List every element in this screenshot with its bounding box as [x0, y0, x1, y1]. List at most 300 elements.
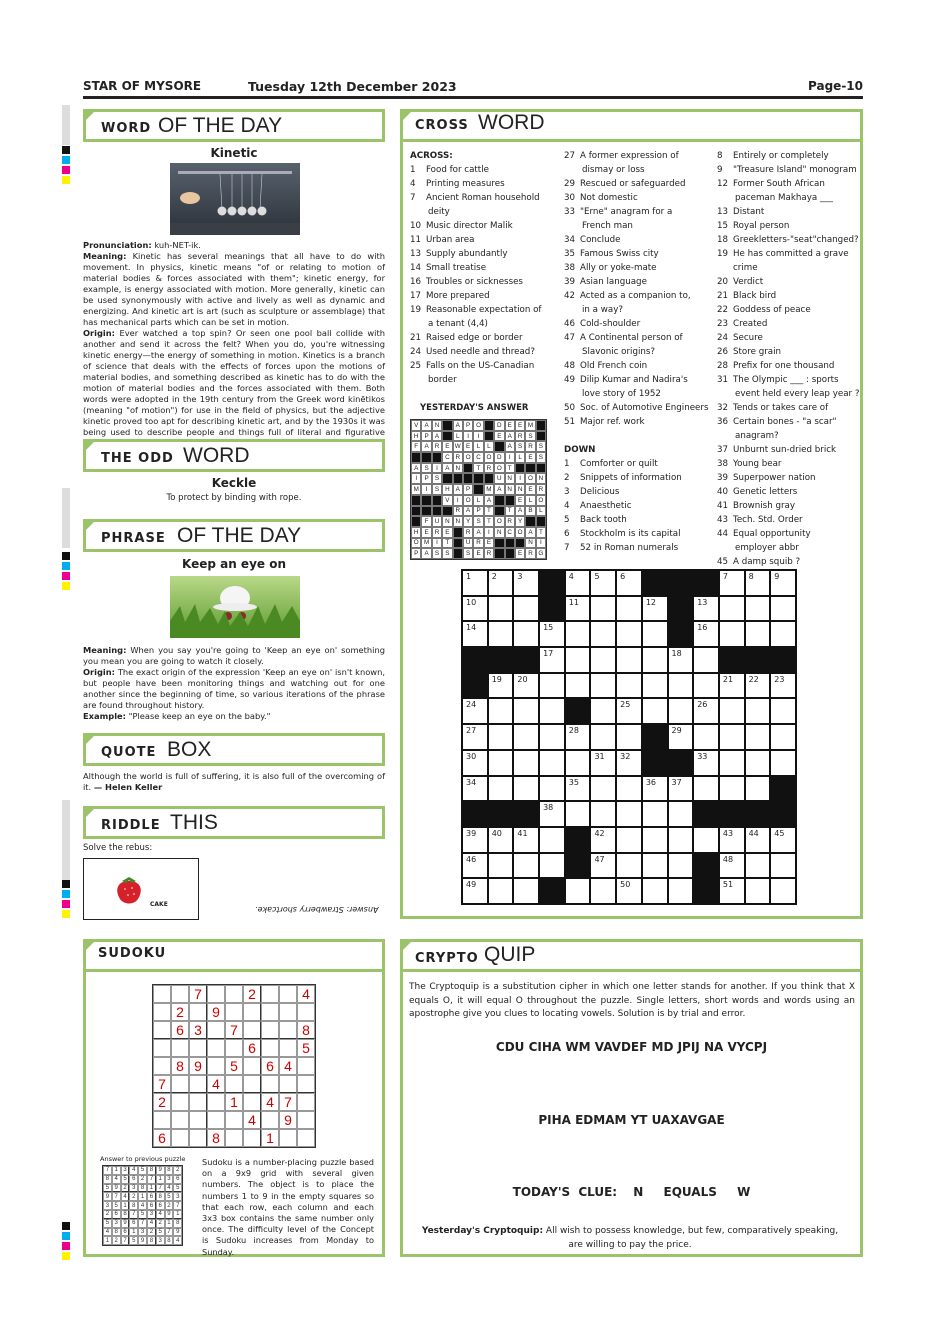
- down-clue: [564, 471, 714, 485]
- sudoku-cell[interactable]: 2: [171, 1003, 189, 1021]
- sudoku-cell[interactable]: [243, 1021, 261, 1039]
- crossword-cell[interactable]: [565, 878, 591, 904]
- crossword-cell[interactable]: [539, 647, 565, 673]
- sudoku-cell[interactable]: 4: [243, 1111, 261, 1129]
- crossword-cell[interactable]: [745, 878, 771, 904]
- crossword-cell[interactable]: [770, 673, 796, 699]
- origin-text: Ever watched a top spin? Or seen one pool ball collide with another and send it across the felt? When you do, you're witnessing kinetic energy—the energy of something in motion. Kinetics is a branch of science that deals with the effects of forces upon the motions of material bodies, and something described as kinetic has to do with the motion of material bodies and the forces associated with them. Both words were adopted in the 19th century from the Greek word kinētikos (meaning "of motion") for use in the field of physics, but the adjective kinetic proved too apt for describing kinetic art, and by the 1930s it was being used to describe people and things full of literal and figurative: [83, 328, 385, 437]
- sudoku-cell[interactable]: [189, 1129, 207, 1147]
- crossword-cell[interactable]: [770, 570, 796, 596]
- crossword-cell[interactable]: [693, 724, 719, 750]
- sudoku-cell[interactable]: [207, 985, 225, 1003]
- cell-number: 3: [517, 572, 523, 581]
- crossword-cell[interactable]: [513, 621, 539, 647]
- black-square: [745, 647, 771, 673]
- crossword-cell[interactable]: [693, 621, 719, 647]
- crossword-cell[interactable]: [539, 776, 565, 802]
- answer-letter: S: [442, 548, 452, 559]
- sudoku-cell[interactable]: [279, 1129, 297, 1147]
- sudoku-cell[interactable]: 6: [153, 1129, 171, 1147]
- sudoku-cell[interactable]: [243, 1075, 261, 1093]
- crossword-cell[interactable]: [668, 878, 694, 904]
- crossword-cell[interactable]: [745, 621, 771, 647]
- crossword-cell[interactable]: [719, 570, 745, 596]
- crossword-cell[interactable]: [539, 853, 565, 879]
- sudoku-cell[interactable]: 6: [261, 1057, 279, 1075]
- crossword-cell[interactable]: [565, 621, 591, 647]
- black-square: [536, 420, 546, 431]
- crossword-cell[interactable]: [745, 596, 771, 622]
- crossword-cell[interactable]: [539, 698, 565, 724]
- answer-letter: S: [515, 441, 525, 452]
- answer-letter: I: [484, 527, 494, 538]
- sudoku-cell[interactable]: 3: [189, 1021, 207, 1039]
- answer-cell: 2: [165, 1201, 174, 1210]
- answer-letter: M: [421, 538, 431, 549]
- crossword-cell[interactable]: [513, 750, 539, 776]
- answer-cell: 7: [112, 1192, 121, 1201]
- sudoku-cell[interactable]: [153, 1021, 171, 1039]
- clue-text: Goddess of peace: [733, 305, 811, 315]
- clue-text: Snippets of information: [580, 473, 682, 483]
- example-label: Example:: [83, 711, 126, 721]
- clue-number: 5: [564, 515, 570, 525]
- crossword-cell[interactable]: [513, 853, 539, 879]
- crossword-cell[interactable]: [616, 698, 642, 724]
- crossword-cell[interactable]: [668, 647, 694, 673]
- crossword-cell[interactable]: [616, 750, 642, 776]
- pronunciation: kuh-NET-ik.: [154, 240, 201, 250]
- answer-letter: L: [525, 495, 535, 506]
- sudoku-cell[interactable]: 4: [261, 1093, 279, 1111]
- crossword-cell[interactable]: [693, 698, 719, 724]
- crossword-cell[interactable]: [745, 570, 771, 596]
- crossword-cell[interactable]: [513, 596, 539, 622]
- crossword-cell[interactable]: [488, 570, 514, 596]
- crossword-cell[interactable]: [590, 776, 616, 802]
- sudoku-cell[interactable]: 5: [225, 1057, 243, 1075]
- sudoku-cell[interactable]: [171, 1111, 189, 1129]
- sudoku-cell[interactable]: [225, 985, 243, 1003]
- clue-number: 7: [410, 193, 416, 203]
- sudoku-grid[interactable]: [152, 984, 316, 1148]
- sudoku-cell[interactable]: [261, 985, 279, 1003]
- crossword-cell[interactable]: [616, 647, 642, 673]
- answer-letter: R: [473, 538, 483, 549]
- down-clue: [564, 541, 714, 555]
- crossword-cell[interactable]: [616, 673, 642, 699]
- sudoku-cell[interactable]: [297, 1093, 315, 1111]
- sudoku-cell[interactable]: [189, 1003, 207, 1021]
- sudoku-cell[interactable]: 6: [243, 1039, 261, 1057]
- crossword-cell[interactable]: [693, 647, 719, 673]
- black-square: [539, 596, 565, 622]
- sudoku-cell[interactable]: 9: [189, 1057, 207, 1075]
- answer-letter: E: [484, 538, 494, 549]
- cell-number: 44: [748, 828, 759, 838]
- sudoku-cell[interactable]: [297, 1111, 315, 1129]
- black-square: [494, 538, 504, 549]
- sudoku-cell[interactable]: [225, 1075, 243, 1093]
- crossword-cell[interactable]: [642, 878, 668, 904]
- crossword-cell[interactable]: [616, 570, 642, 596]
- crossword-cell[interactable]: [590, 801, 616, 827]
- crossword-cell[interactable]: [693, 596, 719, 622]
- crossword-cell[interactable]: [642, 827, 668, 853]
- answer-letter: E: [515, 420, 525, 431]
- sudoku-cell[interactable]: [297, 1075, 315, 1093]
- sudoku-cell[interactable]: [207, 1057, 225, 1075]
- sudoku-cell[interactable]: [171, 1039, 189, 1057]
- crossword-cell[interactable]: [770, 878, 796, 904]
- answer-letter: E: [525, 452, 535, 463]
- crossword-cell[interactable]: [770, 827, 796, 853]
- crossword-cell[interactable]: [590, 853, 616, 879]
- crossword-cell[interactable]: [462, 621, 488, 647]
- clue-text: Created: [733, 319, 768, 329]
- sudoku-cell[interactable]: [261, 1039, 279, 1057]
- crossword-cell[interactable]: [539, 673, 565, 699]
- answer-cell: 8: [112, 1228, 121, 1237]
- crossword-cell[interactable]: [668, 853, 694, 879]
- answer-letter: U: [432, 516, 442, 527]
- crossword-cell[interactable]: [513, 827, 539, 853]
- crossword-cell[interactable]: [745, 776, 771, 802]
- crossword-cell[interactable]: [642, 801, 668, 827]
- crossword-cell[interactable]: [745, 698, 771, 724]
- crossword-cell[interactable]: [565, 724, 591, 750]
- answer-cell: 7: [121, 1236, 130, 1245]
- crossword-grid[interactable]: [461, 569, 797, 905]
- crossword-cell[interactable]: [642, 647, 668, 673]
- sudoku-cell[interactable]: [279, 1021, 297, 1039]
- crossword-cell[interactable]: [590, 570, 616, 596]
- sudoku-cell[interactable]: 7: [189, 985, 207, 1003]
- crossword-cell[interactable]: [462, 724, 488, 750]
- sudoku-cell[interactable]: [279, 985, 297, 1003]
- clue-text: event held every leap year ?: [735, 389, 860, 399]
- crossword-cell[interactable]: [668, 724, 694, 750]
- across-clue: [410, 359, 560, 373]
- across-clue: [564, 191, 714, 205]
- answer-cell: 1: [138, 1192, 147, 1201]
- crossword-cell[interactable]: [745, 750, 771, 776]
- crossword-cell[interactable]: [462, 827, 488, 853]
- section-title: BOX: [167, 738, 212, 761]
- sudoku-cell[interactable]: 9: [207, 1003, 225, 1021]
- crossword-cell[interactable]: [513, 724, 539, 750]
- answer-letter: A: [453, 484, 463, 495]
- sudoku-cell[interactable]: 8: [171, 1057, 189, 1075]
- crossword-cell[interactable]: [745, 827, 771, 853]
- clue-from-letter: N: [633, 1185, 644, 1199]
- sudoku-cell[interactable]: 6: [171, 1021, 189, 1039]
- clue-number: 18: [717, 235, 729, 245]
- sudoku-cell[interactable]: 1: [261, 1129, 279, 1147]
- meaning-label: Meaning:: [83, 251, 127, 261]
- crossword-cell[interactable]: [462, 698, 488, 724]
- sudoku-cell[interactable]: [189, 1093, 207, 1111]
- sudoku-cell[interactable]: [225, 1039, 243, 1057]
- crossword-cell[interactable]: [770, 596, 796, 622]
- crossword-cell[interactable]: [745, 673, 771, 699]
- crossword-cell[interactable]: [488, 776, 514, 802]
- crossword-cell[interactable]: [616, 878, 642, 904]
- crossword-cell[interactable]: [462, 750, 488, 776]
- sudoku-cell[interactable]: [243, 1129, 261, 1147]
- crossword-cell[interactable]: [565, 776, 591, 802]
- crossword-cell[interactable]: [488, 750, 514, 776]
- crossword-cell[interactable]: [590, 698, 616, 724]
- answer-cell: 5: [138, 1210, 147, 1219]
- sudoku-cell[interactable]: [297, 1057, 315, 1075]
- sudoku-cell[interactable]: [153, 985, 171, 1003]
- sudoku-cell[interactable]: [261, 1111, 279, 1129]
- crossword-cell[interactable]: [642, 698, 668, 724]
- crossword-cell[interactable]: [770, 750, 796, 776]
- crossword-cell[interactable]: [513, 698, 539, 724]
- crossword-cell[interactable]: [693, 776, 719, 802]
- crossword-cell[interactable]: [590, 724, 616, 750]
- crossword-cell[interactable]: [668, 673, 694, 699]
- crossword-cell[interactable]: [693, 673, 719, 699]
- sudoku-cell[interactable]: [225, 1003, 243, 1021]
- sudoku-cell[interactable]: [225, 1111, 243, 1129]
- crossword-cell[interactable]: [488, 724, 514, 750]
- crossword-cell[interactable]: [719, 827, 745, 853]
- crossword-cell[interactable]: [616, 776, 642, 802]
- sudoku-cell[interactable]: [189, 1039, 207, 1057]
- crossword-cell[interactable]: [719, 621, 745, 647]
- crossword-cell[interactable]: [668, 801, 694, 827]
- crossword-cell[interactable]: [565, 673, 591, 699]
- crossword-cell[interactable]: [513, 878, 539, 904]
- sudoku-cell[interactable]: [153, 1003, 171, 1021]
- crossword-cell[interactable]: [590, 878, 616, 904]
- crossword-cell[interactable]: [668, 776, 694, 802]
- sudoku-cell[interactable]: [207, 1039, 225, 1057]
- down-clue: [564, 485, 714, 499]
- crossword-cell[interactable]: [770, 698, 796, 724]
- crossword-cell[interactable]: [590, 827, 616, 853]
- sudoku-cell[interactable]: [171, 1093, 189, 1111]
- clue-number: 3: [564, 487, 570, 497]
- crossword-cell[interactable]: [565, 596, 591, 622]
- sudoku-cell[interactable]: 4: [279, 1057, 297, 1075]
- answer-cell: 6: [121, 1228, 130, 1237]
- sudoku-cell[interactable]: [243, 1003, 261, 1021]
- crossword-cell[interactable]: [488, 853, 514, 879]
- crossword-cell[interactable]: [539, 801, 565, 827]
- crossword-cell[interactable]: [719, 673, 745, 699]
- sudoku-cell[interactable]: [297, 1129, 315, 1147]
- answer-letter: R: [432, 441, 442, 452]
- crossword-cell[interactable]: [590, 596, 616, 622]
- across-clue: [564, 359, 714, 373]
- sudoku-cell[interactable]: 1: [225, 1093, 243, 1111]
- sudoku-cell[interactable]: [261, 1021, 279, 1039]
- crossword-cell[interactable]: [539, 621, 565, 647]
- crossword-cell[interactable]: [770, 853, 796, 879]
- answer-letter: E: [442, 441, 452, 452]
- clue-text: Entirely or completely: [733, 151, 829, 161]
- down-clue: [717, 555, 862, 569]
- crossword-cell[interactable]: [590, 647, 616, 673]
- sudoku-cell[interactable]: [243, 1093, 261, 1111]
- black-square: [462, 801, 488, 827]
- cell-number: 10: [466, 597, 477, 607]
- crossword-cell[interactable]: [642, 621, 668, 647]
- sudoku-cell[interactable]: [297, 1003, 315, 1021]
- crossword-cell[interactable]: [513, 673, 539, 699]
- crossword-cell[interactable]: [462, 776, 488, 802]
- crossword-cell[interactable]: [668, 698, 694, 724]
- black-square: [515, 538, 525, 549]
- clue-number: 35: [564, 249, 576, 259]
- crossword-cell[interactable]: [590, 750, 616, 776]
- crossword-cell[interactable]: [745, 724, 771, 750]
- answer-cell: 1: [103, 1236, 112, 1245]
- sudoku-cell[interactable]: [153, 1057, 171, 1075]
- down-clue: [717, 485, 862, 499]
- crossword-cell[interactable]: [616, 621, 642, 647]
- sudoku-cell[interactable]: [153, 1111, 171, 1129]
- crossword-cell[interactable]: [719, 776, 745, 802]
- sudoku-cell[interactable]: [207, 1111, 225, 1129]
- crossword-cell[interactable]: [616, 801, 642, 827]
- clue-to-letter: W: [737, 1185, 751, 1199]
- crossword-cell[interactable]: [488, 878, 514, 904]
- sudoku-cell[interactable]: 7: [225, 1021, 243, 1039]
- sudoku-cell[interactable]: [261, 1003, 279, 1021]
- clue-text: The Olympic ___ : sports: [733, 375, 839, 385]
- black-square: [536, 431, 546, 442]
- crossword-cell[interactable]: [719, 698, 745, 724]
- clue-number: 28: [717, 361, 729, 371]
- sudoku-cell[interactable]: [207, 1093, 225, 1111]
- crossword-cell[interactable]: [693, 827, 719, 853]
- sudoku-cell[interactable]: 5: [297, 1039, 315, 1057]
- crossword-cell[interactable]: [719, 878, 745, 904]
- sudoku-cell[interactable]: 9: [279, 1111, 297, 1129]
- sudoku-cell[interactable]: 4: [207, 1075, 225, 1093]
- sudoku-cell[interactable]: [279, 1003, 297, 1021]
- answer-letter: U: [463, 538, 473, 549]
- answer-letter: W: [453, 441, 463, 452]
- crossword-cell[interactable]: [719, 853, 745, 879]
- answer-letter: I: [473, 431, 483, 442]
- sudoku-cell[interactable]: [171, 985, 189, 1003]
- sudoku-cell[interactable]: 8: [297, 1021, 315, 1039]
- crossword-cell[interactable]: [770, 724, 796, 750]
- sudoku-cell[interactable]: [189, 1111, 207, 1129]
- sudoku-cell[interactable]: [279, 1075, 297, 1093]
- odd-word-definition: To protect by binding with rope.: [166, 493, 302, 503]
- sudoku-cell[interactable]: [243, 1057, 261, 1075]
- answer-letter: N: [505, 484, 515, 495]
- crossword-cell[interactable]: [642, 596, 668, 622]
- crossword-cell[interactable]: [642, 673, 668, 699]
- crossword-cell[interactable]: [642, 776, 668, 802]
- sudoku-cell[interactable]: [279, 1039, 297, 1057]
- crossword-cell[interactable]: [565, 647, 591, 673]
- cell-number: 16: [697, 623, 708, 633]
- sudoku-cell[interactable]: [171, 1129, 189, 1147]
- crossword-cell[interactable]: [462, 853, 488, 879]
- crossword-cell[interactable]: [616, 596, 642, 622]
- sudoku-cell[interactable]: [189, 1075, 207, 1093]
- crossword-cell[interactable]: [513, 570, 539, 596]
- answer-cell: 2: [138, 1175, 147, 1184]
- clue-number: 19: [410, 305, 422, 315]
- crossword-cell[interactable]: [668, 827, 694, 853]
- crossword-cell[interactable]: [616, 853, 642, 879]
- sudoku-cell[interactable]: 7: [153, 1075, 171, 1093]
- crossword-cell[interactable]: [719, 750, 745, 776]
- answer-cell: 8: [129, 1201, 138, 1210]
- crossword-cell[interactable]: [462, 878, 488, 904]
- sudoku-cell[interactable]: 7: [279, 1093, 297, 1111]
- crossword-cell[interactable]: [719, 724, 745, 750]
- crossword-cell[interactable]: [462, 596, 488, 622]
- black-square: [484, 431, 494, 442]
- crossword-cell[interactable]: [693, 750, 719, 776]
- crossword-cell[interactable]: [513, 776, 539, 802]
- answer-cell: 7: [165, 1228, 174, 1237]
- crossword-cell[interactable]: [616, 724, 642, 750]
- down-clue: [564, 499, 714, 513]
- sudoku-cell[interactable]: 2: [243, 985, 261, 1003]
- crossword-cell[interactable]: [565, 750, 591, 776]
- clue-text: Famous Swiss city: [580, 249, 659, 259]
- crossword-cell[interactable]: [462, 570, 488, 596]
- clue-number: 40: [717, 487, 729, 497]
- crossword-cell[interactable]: [590, 673, 616, 699]
- answer-letter: S: [473, 516, 483, 527]
- crossword-cell[interactable]: [642, 853, 668, 879]
- sudoku-cell[interactable]: [261, 1075, 279, 1093]
- crossword-cell[interactable]: [590, 621, 616, 647]
- crossword-cell[interactable]: [488, 673, 514, 699]
- sudoku-cell[interactable]: [171, 1075, 189, 1093]
- black-square: [442, 473, 452, 484]
- answer-letter: L: [515, 452, 525, 463]
- crossword-cell[interactable]: [745, 853, 771, 879]
- sudoku-cell[interactable]: 8: [207, 1129, 225, 1147]
- crossword-cell[interactable]: [488, 596, 514, 622]
- crossword-cell[interactable]: [770, 621, 796, 647]
- crossword-cell[interactable]: [488, 827, 514, 853]
- crossword-cell[interactable]: [565, 801, 591, 827]
- crossword-cell[interactable]: [539, 724, 565, 750]
- crossword-cell[interactable]: [719, 596, 745, 622]
- crossword-cell[interactable]: [616, 827, 642, 853]
- sudoku-cell[interactable]: [225, 1129, 243, 1147]
- answer-letter: A: [463, 506, 473, 517]
- sudoku-cell[interactable]: 4: [297, 985, 315, 1003]
- crossword-cell[interactable]: [488, 621, 514, 647]
- clue-text: "Erne" anagram for a: [580, 207, 673, 217]
- sudoku-cell[interactable]: 2: [153, 1093, 171, 1111]
- sudoku-cell[interactable]: [153, 1039, 171, 1057]
- crossword-cell[interactable]: [539, 750, 565, 776]
- crossword-cell[interactable]: [539, 827, 565, 853]
- sudoku-cell[interactable]: [207, 1021, 225, 1039]
- crossword-cell[interactable]: [488, 698, 514, 724]
- clue-number: 43: [717, 515, 729, 525]
- answer-letter: I: [463, 431, 473, 442]
- crossword-cell[interactable]: [565, 570, 591, 596]
